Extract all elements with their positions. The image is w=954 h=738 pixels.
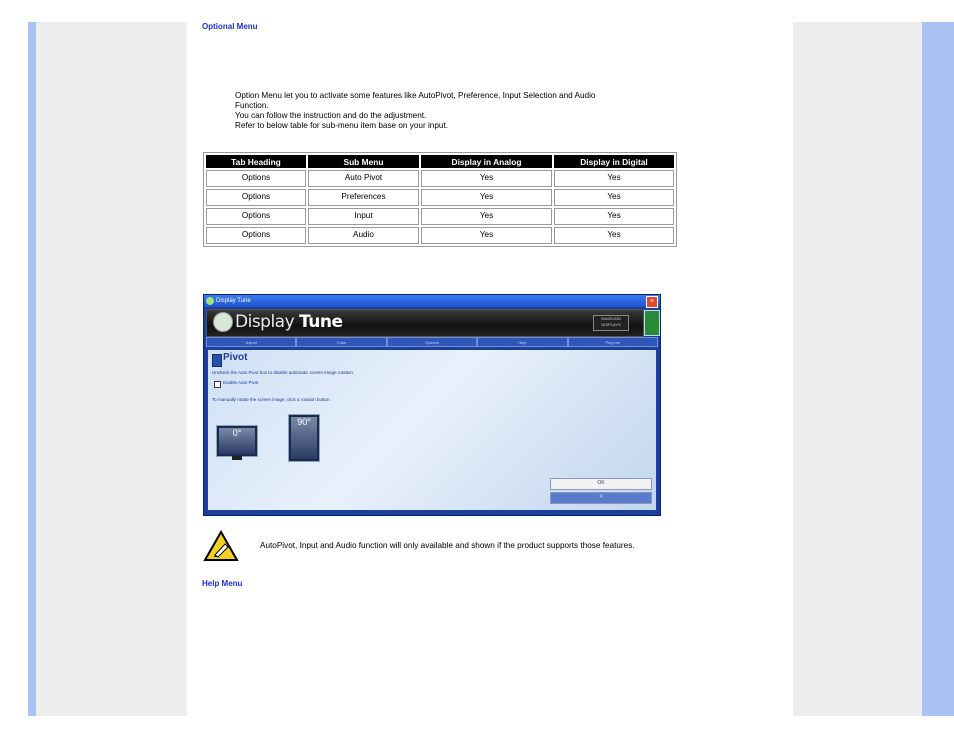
brand-badge: SAMSUNG DISPLAYS [593, 315, 629, 331]
pivot-panel [208, 350, 656, 510]
left-side-band [28, 22, 36, 716]
monitor-icon [644, 310, 660, 336]
note-warning-icon [203, 530, 239, 562]
pivot-title: Pivot [223, 352, 248, 363]
cell: Yes [554, 208, 674, 225]
display-tune-screenshot [203, 294, 661, 516]
cell: Options [206, 227, 306, 244]
col-display-digital: Display in Digital [554, 155, 674, 168]
window-tabs [206, 337, 658, 347]
cell: Options [206, 189, 306, 206]
cell: Yes [554, 227, 674, 244]
tab-adjust: Adjust [206, 337, 296, 347]
rotate-90-monitor-icon [288, 414, 320, 462]
table-row [206, 170, 674, 187]
submenu-table [203, 152, 677, 247]
cell: Yes [421, 170, 552, 187]
col-sub-menu: Sub Menu [308, 155, 419, 168]
monitor-stand [232, 456, 242, 460]
intro-line-1: Option Menu let you to activate some features like AutoPivot, Preference, Input Selection and Audio [235, 91, 596, 100]
rotate-90-label: 90° [291, 417, 317, 459]
cell: Preferences [308, 189, 419, 206]
cell: Yes [421, 227, 552, 244]
note-text: AutoPivot, Input and Audio function will only available and shown if the product supports those features. [260, 541, 635, 550]
cell: Yes [421, 189, 552, 206]
col-tab-heading: Tab Heading [206, 155, 306, 168]
intro-line-2: Function. [235, 101, 269, 110]
table-row [206, 227, 674, 244]
tab-plugins: Plug-ins [568, 337, 658, 347]
left-gutter [36, 22, 187, 716]
tab-help: Help [477, 337, 567, 347]
optional-menu-heading[interactable]: Optional Menu [202, 22, 258, 31]
cell: Auto Pivot [308, 170, 419, 187]
tab-color: Color [296, 337, 386, 347]
cell: Input [308, 208, 419, 225]
app-title: Display Tune [235, 312, 343, 332]
right-side-band [922, 22, 954, 716]
window-titlebar [204, 295, 660, 307]
checkbox-label: Enable Auto Pivot [223, 380, 259, 385]
cell: Yes [554, 189, 674, 206]
intro-line-3: You can follow the instruction and do the adjustment. [235, 111, 427, 120]
cell: Audio [308, 227, 419, 244]
intro-paragraph [235, 91, 685, 131]
col-display-analog: Display in Analog [421, 155, 552, 168]
auto-pivot-checkbox [214, 381, 221, 388]
table-row [206, 189, 674, 206]
cell: Yes [421, 208, 552, 225]
window-title: Display Tune [216, 298, 251, 304]
app-banner [206, 309, 644, 337]
ok-button: OK [550, 478, 652, 490]
rotate-0-monitor-icon [216, 425, 258, 457]
table-header-row [206, 155, 674, 168]
pivot-instruction: Uncheck the Auto Pivot box to disable automatic screen image rotation. [212, 370, 355, 375]
rotate-0-label: 0° [219, 428, 255, 454]
table-row [206, 208, 674, 225]
cell: Options [206, 208, 306, 225]
cell: Options [206, 170, 306, 187]
right-gutter [793, 22, 922, 716]
manual-rotate-text: To manually rotate the screen image, click a rotation button. [212, 397, 331, 402]
help-menu-heading[interactable]: Help Menu [202, 579, 243, 588]
app-icon [206, 297, 214, 305]
close-icon: × [646, 296, 658, 308]
cancel-button: X [550, 492, 652, 504]
main-content [187, 0, 793, 716]
cell: Yes [554, 170, 674, 187]
display-tune-logo-icon [213, 312, 233, 332]
intro-line-4: Refer to below table for sub-menu item base on your input. [235, 121, 448, 130]
pivot-icon [212, 354, 222, 367]
tab-options: Options [387, 337, 477, 347]
